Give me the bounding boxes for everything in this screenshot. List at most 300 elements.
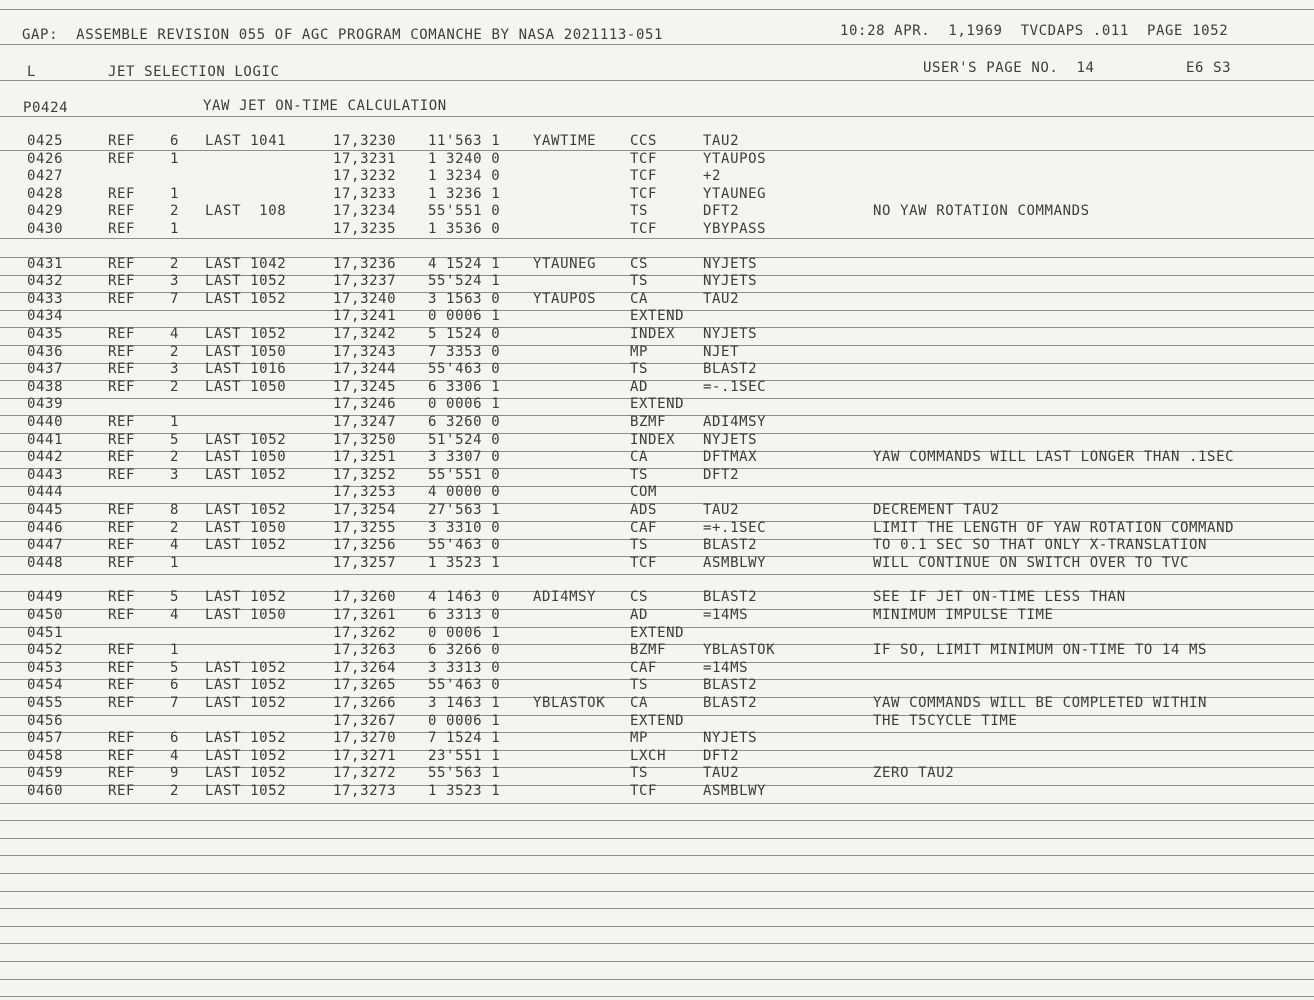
ruled-line — [0, 873, 1314, 874]
octal-word: 55'563 1 — [428, 765, 501, 781]
operand: NYJETS — [703, 326, 758, 342]
opcode: TCF — [630, 186, 658, 202]
opcode: TS — [630, 361, 649, 377]
location: 17,3250 — [333, 432, 397, 448]
opcode: TS — [630, 677, 649, 693]
location: 17,3237 — [333, 273, 397, 289]
location: 17,3257 — [333, 555, 397, 571]
opcode: EXTEND — [630, 396, 685, 412]
octal-word: 6 3306 1 — [428, 379, 501, 395]
ref-count: 4 — [170, 326, 180, 342]
last-ref: LAST 1052 — [205, 537, 287, 553]
ref-count: 2 — [170, 783, 180, 799]
ref-flag: REF — [108, 326, 136, 342]
octal-word: 1 3236 1 — [428, 186, 501, 202]
seq-number: 0426 — [27, 151, 64, 167]
octal-word: 6 3266 0 — [428, 642, 501, 658]
last-ref: LAST 1052 — [205, 326, 287, 342]
ref-count: 3 — [170, 467, 180, 483]
opcode: CA — [630, 449, 649, 465]
listing-row — [0, 133, 1314, 150]
ref-count: 5 — [170, 432, 180, 448]
last-ref: LAST 1052 — [205, 730, 287, 746]
listing-row — [0, 537, 1314, 554]
operand: BLAST2 — [703, 695, 758, 711]
listing-row — [0, 203, 1314, 220]
octal-word: 7 3353 0 — [428, 344, 501, 360]
ref-flag: REF — [108, 502, 136, 518]
octal-word: 0 0006 1 — [428, 625, 501, 641]
opcode: CA — [630, 695, 649, 711]
symbol-label: ADI4MSY — [533, 589, 597, 605]
octal-word: 3 3307 0 — [428, 449, 501, 465]
ruled-line — [0, 80, 1314, 81]
octal-word: 6 3313 0 — [428, 607, 501, 623]
ruled-line — [0, 996, 1314, 997]
last-ref: LAST 1050 — [205, 449, 287, 465]
opcode: TS — [630, 203, 649, 219]
ref-flag: REF — [108, 379, 136, 395]
seq-number: 0456 — [27, 713, 64, 729]
seq-number: 0425 — [27, 133, 64, 149]
ref-flag: REF — [108, 151, 136, 167]
ref-count: 2 — [170, 203, 180, 219]
seq-number: 0430 — [27, 221, 64, 237]
ruled-line — [0, 574, 1314, 575]
symbol-label: YTAUNEG — [533, 256, 597, 272]
listing-row — [0, 607, 1314, 624]
listing-row — [0, 555, 1314, 572]
ref-count: 6 — [170, 730, 180, 746]
ruled-line — [0, 44, 1314, 45]
seq-number: 0439 — [27, 396, 64, 412]
octal-word: 6 3260 0 — [428, 414, 501, 430]
last-ref: LAST 1050 — [205, 607, 287, 623]
seq-number: 0431 — [27, 256, 64, 272]
opcode: TCF — [630, 151, 658, 167]
comment: TO 0.1 SEC SO THAT ONLY X-TRANSLATION — [873, 537, 1208, 553]
opcode: MP — [630, 344, 649, 360]
ref-flag: REF — [108, 730, 136, 746]
octal-word: 4 1463 0 — [428, 589, 501, 605]
ref-flag: REF — [108, 765, 136, 781]
listing-row — [0, 379, 1314, 396]
location: 17,3235 — [333, 221, 397, 237]
octal-word: 5 1524 0 — [428, 326, 501, 342]
location: 17,3261 — [333, 607, 397, 623]
last-ref: LAST 1052 — [205, 467, 287, 483]
operand: YTAUPOS — [703, 151, 767, 167]
last-ref: LAST 1052 — [205, 273, 287, 289]
seq-number: 0448 — [27, 555, 64, 571]
octal-word: 1 3523 1 — [428, 783, 501, 799]
ruled-line — [0, 855, 1314, 856]
opcode: TS — [630, 273, 649, 289]
seq-number: 0457 — [27, 730, 64, 746]
last-ref: LAST 1052 — [205, 589, 287, 605]
operand: DFT2 — [703, 203, 740, 219]
operand: =+.1SEC — [703, 520, 767, 536]
ref-count: 3 — [170, 273, 180, 289]
ref-flag: REF — [108, 344, 136, 360]
ref-flag: REF — [108, 783, 136, 799]
ruled-line — [0, 908, 1314, 909]
octal-word: 23'551 1 — [428, 748, 501, 764]
ruled-line — [0, 943, 1314, 944]
symbol-label: YBLASTOK — [533, 695, 606, 711]
operand: +2 — [703, 168, 722, 184]
octal-word: 0 0006 1 — [428, 713, 501, 729]
ref-count: 4 — [170, 748, 180, 764]
operand: DFT2 — [703, 467, 740, 483]
listing-row — [0, 502, 1314, 519]
ruled-line — [0, 979, 1314, 980]
operand: NYJETS — [703, 432, 758, 448]
location: 17,3255 — [333, 520, 397, 536]
listing-row — [0, 414, 1314, 431]
operand: BLAST2 — [703, 537, 758, 553]
operand: NJET — [703, 344, 740, 360]
seq-number: 0454 — [27, 677, 64, 693]
subheader-code: E6 S3 — [1186, 60, 1232, 76]
opcode: TS — [630, 467, 649, 483]
listing-row — [0, 361, 1314, 378]
octal-word: 4 0000 0 — [428, 484, 501, 500]
ref-flag: REF — [108, 677, 136, 693]
octal-word: 55'551 0 — [428, 203, 501, 219]
seq-number: 0445 — [27, 502, 64, 518]
seq-number: 0446 — [27, 520, 64, 536]
location: 17,3244 — [333, 361, 397, 377]
operand: TAU2 — [703, 502, 740, 518]
listing-row — [0, 308, 1314, 325]
ref-count: 1 — [170, 221, 180, 237]
ref-count: 4 — [170, 607, 180, 623]
location: 17,3253 — [333, 484, 397, 500]
octal-word: 0 0006 1 — [428, 396, 501, 412]
ref-count: 2 — [170, 344, 180, 360]
octal-word: 1 3234 0 — [428, 168, 501, 184]
seq-number: 0432 — [27, 273, 64, 289]
ref-flag: REF — [108, 133, 136, 149]
comment: YAW COMMANDS WILL BE COMPLETED WITHIN — [873, 695, 1208, 711]
location: 17,3242 — [333, 326, 397, 342]
opcode: INDEX — [630, 432, 676, 448]
listing-row — [0, 186, 1314, 203]
opcode: ADS — [630, 502, 658, 518]
octal-word: 3 1463 1 — [428, 695, 501, 711]
seq-number: 0443 — [27, 467, 64, 483]
octal-word: 3 3313 0 — [428, 660, 501, 676]
opcode: CCS — [630, 133, 658, 149]
ref-count: 1 — [170, 186, 180, 202]
last-ref: LAST 1052 — [205, 502, 287, 518]
opcode: CA — [630, 291, 649, 307]
ref-flag: REF — [108, 256, 136, 272]
location: 17,3254 — [333, 502, 397, 518]
ref-count: 2 — [170, 379, 180, 395]
location: 17,3245 — [333, 379, 397, 395]
location: 17,3270 — [333, 730, 397, 746]
last-ref: LAST 1052 — [205, 660, 287, 676]
ruled-line — [0, 238, 1314, 239]
ref-flag: REF — [108, 291, 136, 307]
opcode: TS — [630, 765, 649, 781]
seq-number: 0447 — [27, 537, 64, 553]
listing-row — [0, 783, 1314, 800]
ref-flag: REF — [108, 449, 136, 465]
last-ref: LAST 1052 — [205, 432, 287, 448]
location: 17,3265 — [333, 677, 397, 693]
ref-count: 1 — [170, 414, 180, 430]
location: 17,3256 — [333, 537, 397, 553]
octal-word: 55'463 0 — [428, 537, 501, 553]
opcode: INDEX — [630, 326, 676, 342]
location: 17,3247 — [333, 414, 397, 430]
octal-word: 51'524 0 — [428, 432, 501, 448]
seq-number: 0460 — [27, 783, 64, 799]
location: 17,3241 — [333, 308, 397, 324]
comment: WILL CONTINUE ON SWITCH OVER TO TVC — [873, 555, 1190, 571]
comment: SEE IF JET ON-TIME LESS THAN — [873, 589, 1126, 605]
user-page-number: USER'S PAGE NO. 14 — [923, 60, 1095, 76]
seq-number: 0459 — [27, 765, 64, 781]
listing-row — [0, 520, 1314, 537]
location: 17,3260 — [333, 589, 397, 605]
opcode: MP — [630, 730, 649, 746]
ref-flag: REF — [108, 203, 136, 219]
ref-count: 6 — [170, 677, 180, 693]
operand: ASMBLWY — [703, 555, 767, 571]
operand: YBLASTOK — [703, 642, 776, 658]
ref-flag: REF — [108, 642, 136, 658]
ref-count: 8 — [170, 502, 180, 518]
operand: BLAST2 — [703, 677, 758, 693]
operand: =14MS — [703, 660, 749, 676]
last-ref: LAST 1052 — [205, 677, 287, 693]
listing-row — [0, 467, 1314, 484]
octal-word: 4 1524 1 — [428, 256, 501, 272]
comment: LIMIT THE LENGTH OF YAW ROTATION COMMAND — [873, 520, 1235, 536]
listing-row — [0, 449, 1314, 466]
octal-word: 1 3536 0 — [428, 221, 501, 237]
seq-number: 0458 — [27, 748, 64, 764]
last-ref: LAST 1041 — [205, 133, 287, 149]
seq-number: 0449 — [27, 589, 64, 605]
seq-number: 0452 — [27, 642, 64, 658]
location: 17,3266 — [333, 695, 397, 711]
seq-number: 0444 — [27, 484, 64, 500]
header-right: 10:28 APR. 1,1969 TVCDAPS .011 PAGE 1052 — [840, 23, 1229, 39]
ruled-line — [0, 926, 1314, 927]
ruled-line — [0, 961, 1314, 962]
subheader-mark: L — [27, 64, 37, 80]
opcode: CS — [630, 589, 649, 605]
comment: ZERO TAU2 — [873, 765, 955, 781]
operand: =-.1SEC — [703, 379, 767, 395]
location: 17,3267 — [333, 713, 397, 729]
ref-flag: REF — [108, 695, 136, 711]
listing-row — [0, 396, 1314, 413]
ruled-line — [0, 116, 1314, 117]
opcode: TCF — [630, 783, 658, 799]
listing-row — [0, 326, 1314, 343]
ruled-line — [0, 9, 1314, 10]
opcode: AD — [630, 607, 649, 623]
operand: YTAUNEG — [703, 186, 767, 202]
section-title: YAW JET ON-TIME CALCULATION — [203, 98, 447, 114]
octal-word: 3 3310 0 — [428, 520, 501, 536]
location: 17,3236 — [333, 256, 397, 272]
operand: =14MS — [703, 607, 749, 623]
seq-number: 0442 — [27, 449, 64, 465]
octal-word: 7 1524 1 — [428, 730, 501, 746]
comment: NO YAW ROTATION COMMANDS — [873, 203, 1090, 219]
operand: BLAST2 — [703, 361, 758, 377]
opcode: BZMF — [630, 414, 667, 430]
operand: ADI4MSY — [703, 414, 767, 430]
ref-count: 1 — [170, 642, 180, 658]
ref-count: 5 — [170, 660, 180, 676]
opcode: TCF — [630, 168, 658, 184]
opcode: CS — [630, 256, 649, 272]
seq-number: 0435 — [27, 326, 64, 342]
listing-row — [0, 432, 1314, 449]
seq-number: 0434 — [27, 308, 64, 324]
listing-row — [0, 168, 1314, 185]
seq-number: 0437 — [27, 361, 64, 377]
seq-number: 0428 — [27, 186, 64, 202]
listing-row — [0, 765, 1314, 782]
operand: ASMBLWY — [703, 783, 767, 799]
seq-number: 0441 — [27, 432, 64, 448]
octal-word: 55'524 1 — [428, 273, 501, 289]
octal-word: 1 3240 0 — [428, 151, 501, 167]
location: 17,3234 — [333, 203, 397, 219]
location: 17,3233 — [333, 186, 397, 202]
opcode: CAF — [630, 520, 658, 536]
opcode: EXTEND — [630, 308, 685, 324]
operand: TAU2 — [703, 291, 740, 307]
last-ref: LAST 1016 — [205, 361, 287, 377]
ref-flag: REF — [108, 537, 136, 553]
seq-number: 0427 — [27, 168, 64, 184]
ref-count: 3 — [170, 361, 180, 377]
listing-row — [0, 344, 1314, 361]
ref-count: 1 — [170, 151, 180, 167]
ref-count: 5 — [170, 589, 180, 605]
last-ref: LAST 1050 — [205, 344, 287, 360]
seq-number: 0433 — [27, 291, 64, 307]
comment: THE T5CYCLE TIME — [873, 713, 1018, 729]
listing-row — [0, 677, 1314, 694]
operand: BLAST2 — [703, 589, 758, 605]
listing-row — [0, 256, 1314, 273]
ref-count: 7 — [170, 695, 180, 711]
ref-flag: REF — [108, 186, 136, 202]
last-ref: LAST 1050 — [205, 520, 287, 536]
location: 17,3240 — [333, 291, 397, 307]
listing-row — [0, 642, 1314, 659]
operand: YBYPASS — [703, 221, 767, 237]
ref-flag: REF — [108, 748, 136, 764]
seq-number: 0451 — [27, 625, 64, 641]
octal-word: 55'463 0 — [428, 361, 501, 377]
opcode: TS — [630, 537, 649, 553]
location: 17,3230 — [333, 133, 397, 149]
ref-count: 2 — [170, 449, 180, 465]
section-seq: P0424 — [23, 100, 69, 116]
location: 17,3251 — [333, 449, 397, 465]
ref-flag: REF — [108, 520, 136, 536]
last-ref: LAST 1052 — [205, 695, 287, 711]
opcode: CAF — [630, 660, 658, 676]
opcode: AD — [630, 379, 649, 395]
ref-flag: REF — [108, 555, 136, 571]
listing-row — [0, 695, 1314, 712]
location: 17,3264 — [333, 660, 397, 676]
ref-count: 2 — [170, 520, 180, 536]
seq-number: 0438 — [27, 379, 64, 395]
last-ref: LAST 1052 — [205, 748, 287, 764]
ref-count: 2 — [170, 256, 180, 272]
opcode: LXCH — [630, 748, 667, 764]
listing-row — [0, 273, 1314, 290]
location: 17,3273 — [333, 783, 397, 799]
ref-count: 6 — [170, 133, 180, 149]
octal-word: 1 3523 1 — [428, 555, 501, 571]
listing-row — [0, 730, 1314, 747]
octal-word: 55'551 0 — [428, 467, 501, 483]
opcode: EXTEND — [630, 625, 685, 641]
listing-row — [0, 589, 1314, 606]
last-ref: LAST 1052 — [205, 291, 287, 307]
octal-word: 3 1563 0 — [428, 291, 501, 307]
comment: MINIMUM IMPULSE TIME — [873, 607, 1054, 623]
ref-flag: REF — [108, 273, 136, 289]
location: 17,3232 — [333, 168, 397, 184]
operand: TAU2 — [703, 765, 740, 781]
opcode: TCF — [630, 221, 658, 237]
ref-count: 7 — [170, 291, 180, 307]
octal-word: 0 0006 1 — [428, 308, 501, 324]
comment: IF SO, LIMIT MINIMUM ON-TIME TO 14 MS — [873, 642, 1208, 658]
operand: NYJETS — [703, 273, 758, 289]
comment: DECREMENT TAU2 — [873, 502, 1000, 518]
ref-flag: REF — [108, 414, 136, 430]
seq-number: 0440 — [27, 414, 64, 430]
octal-word: 55'463 0 — [428, 677, 501, 693]
listing-row — [0, 151, 1314, 168]
ref-flag: REF — [108, 467, 136, 483]
listing-row — [0, 484, 1314, 501]
ref-flag: REF — [108, 221, 136, 237]
opcode: COM — [630, 484, 658, 500]
ref-flag: REF — [108, 361, 136, 377]
symbol-label: YTAUPOS — [533, 291, 597, 307]
opcode: BZMF — [630, 642, 667, 658]
location: 17,3272 — [333, 765, 397, 781]
location: 17,3271 — [333, 748, 397, 764]
ref-flag: REF — [108, 589, 136, 605]
listing-row — [0, 713, 1314, 730]
ref-flag: REF — [108, 660, 136, 676]
operand: NYJETS — [703, 730, 758, 746]
subheader-title: JET SELECTION LOGIC — [108, 64, 280, 80]
location: 17,3231 — [333, 151, 397, 167]
listing-row — [0, 221, 1314, 238]
operand: TAU2 — [703, 133, 740, 149]
